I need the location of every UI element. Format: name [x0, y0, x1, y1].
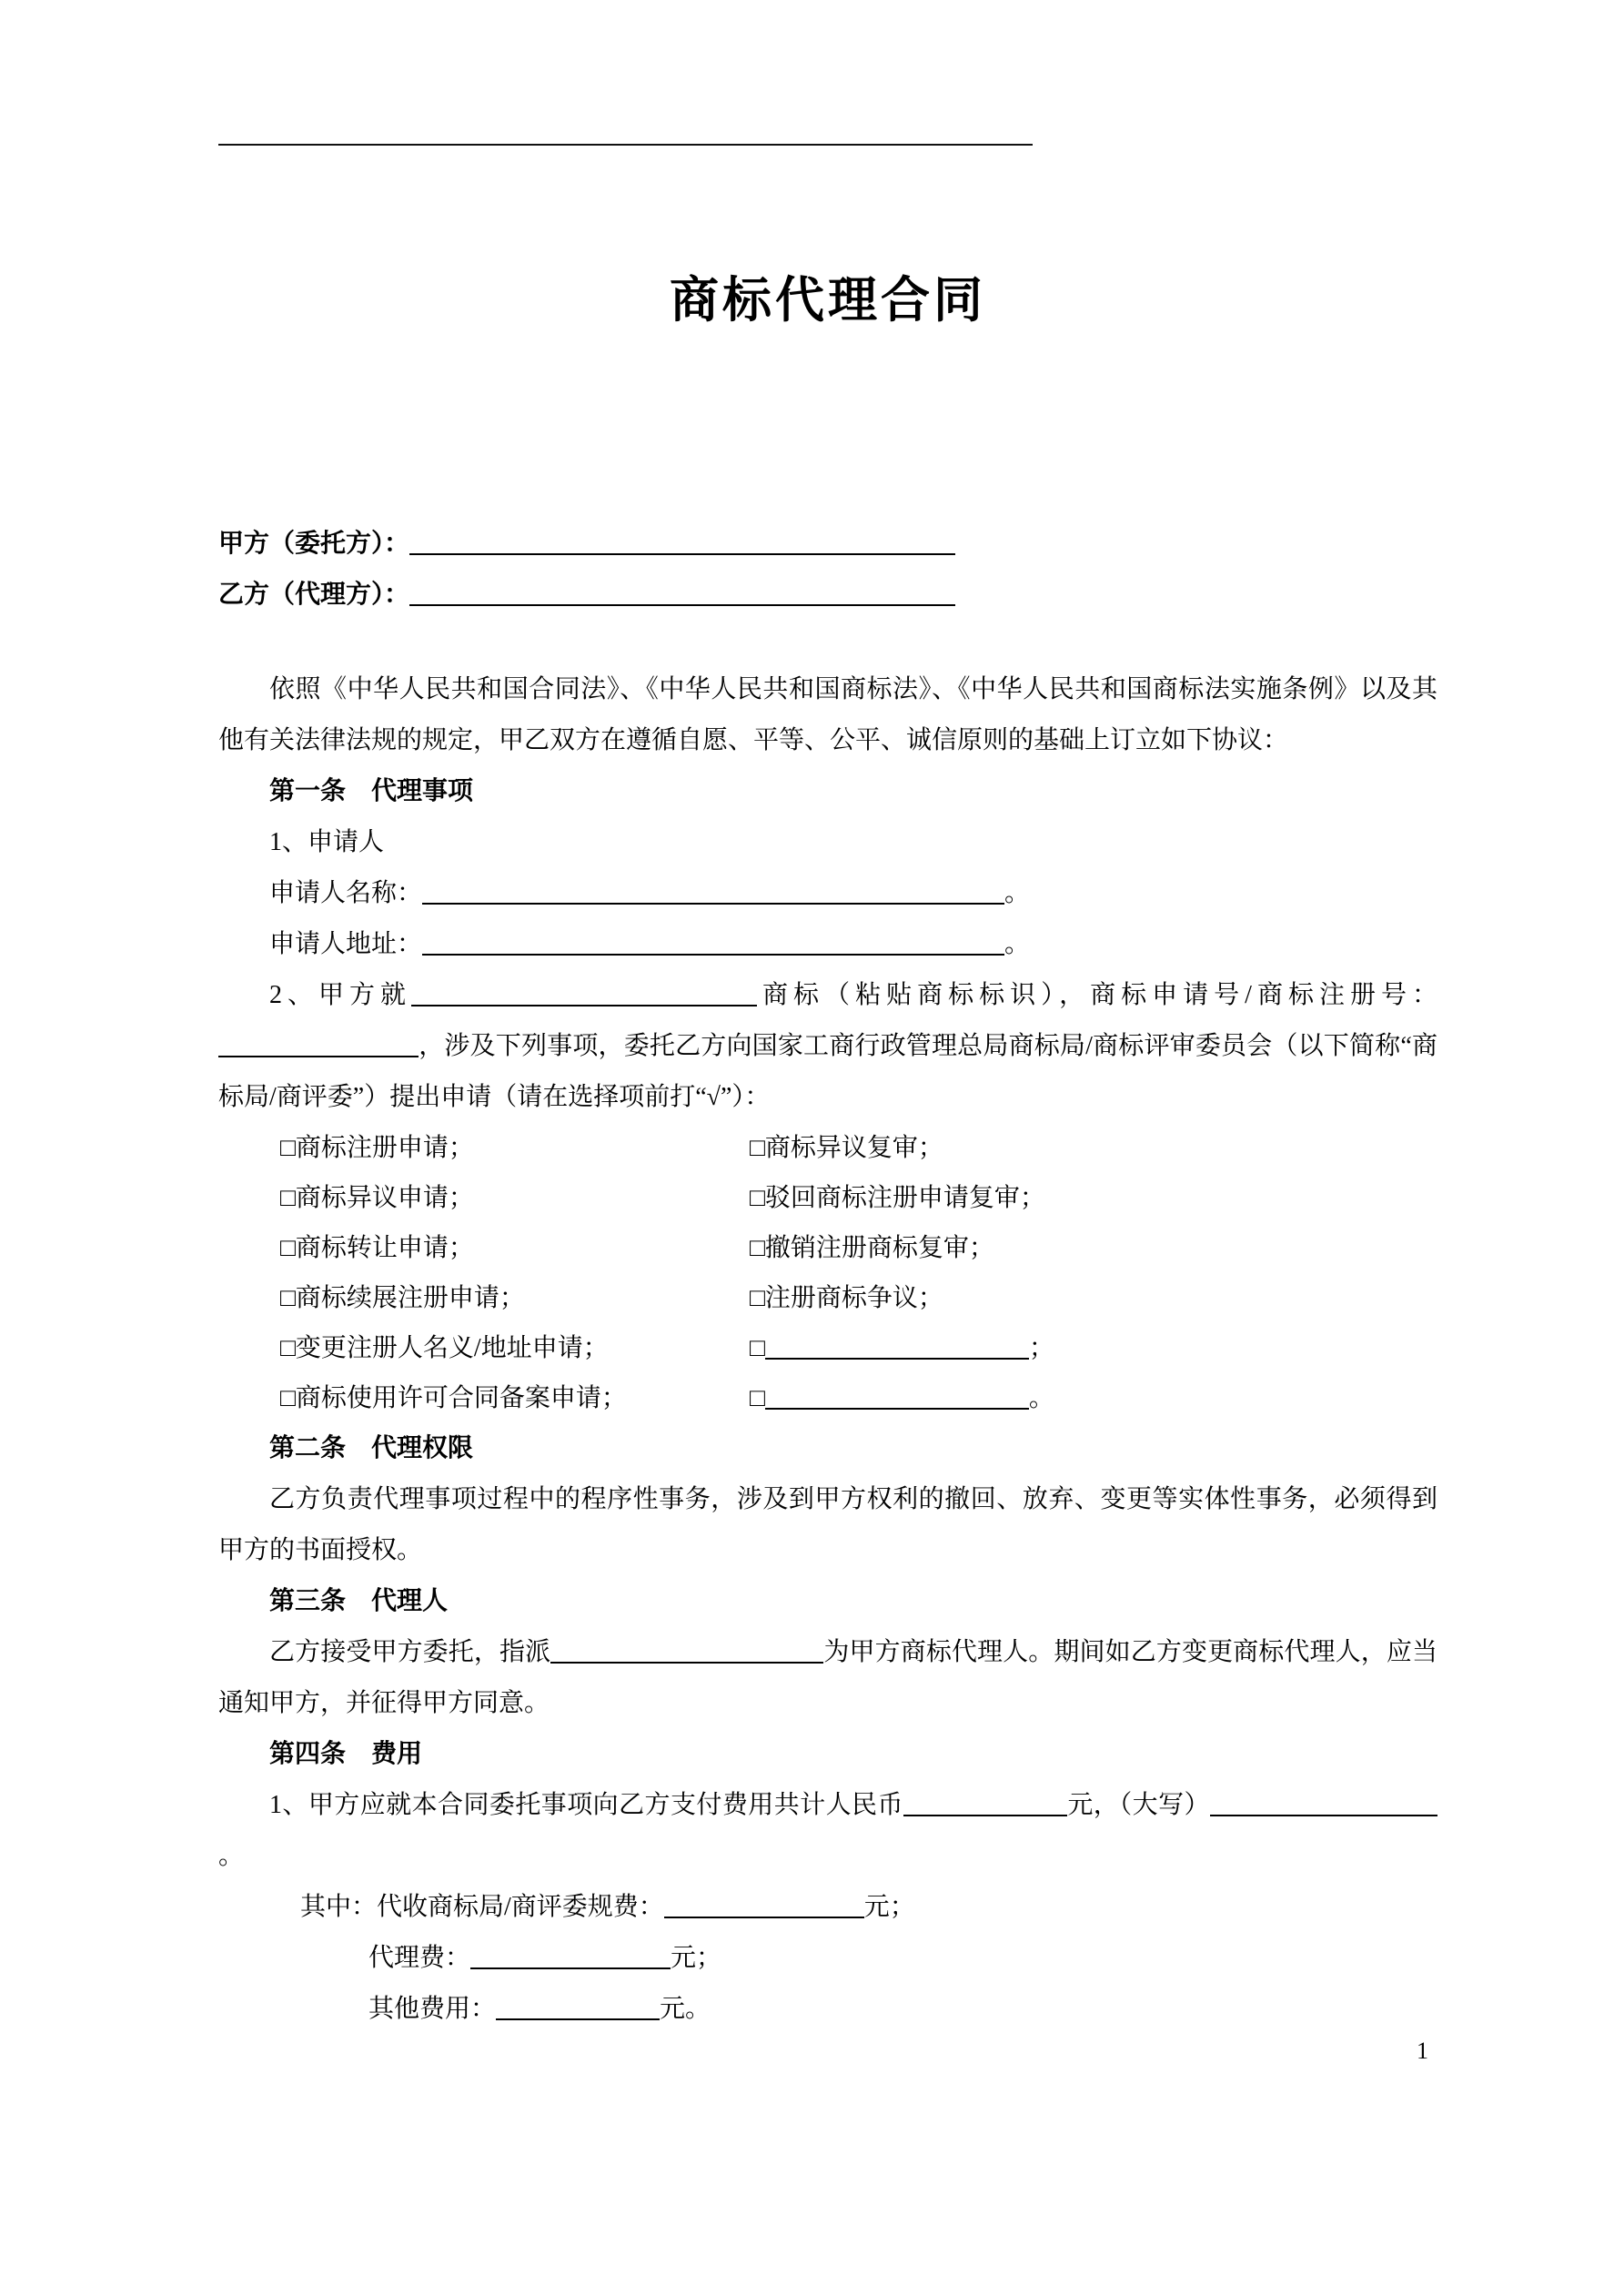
article-3-body [218, 1627, 1437, 1729]
trademark-name-blank-underline [411, 1003, 757, 1006]
checkbox-icon: □ [280, 1334, 296, 1362]
party-b-label: 乙方（代理方）： [218, 581, 410, 609]
party-b-blank-underline [409, 602, 955, 606]
option-label: 变更注册人名义/地址申请； [295, 1334, 609, 1362]
option-row [280, 1173, 1437, 1223]
option-cell [280, 1373, 750, 1423]
checkbox-icon: □ [280, 1234, 296, 1262]
fee-total-mid: 元，（大写） [1066, 1791, 1210, 1819]
option-label: 商标续展注册申请； [295, 1284, 525, 1312]
option-blank-underline [765, 1406, 1029, 1410]
option-cell [280, 1323, 750, 1373]
option-row [280, 1223, 1437, 1273]
option-row [280, 1273, 1437, 1323]
option-row [280, 1323, 1437, 1373]
option-cell [280, 1223, 750, 1273]
other-fee-blank-underline [496, 2017, 660, 2020]
option-cell [280, 1173, 750, 1223]
option-cell [280, 1123, 750, 1173]
page-number: 1 [1417, 2038, 1428, 2064]
agent-name-blank-underline [550, 1660, 823, 1664]
party-a-blank-underline [409, 551, 955, 555]
fee-total-blank-underline [903, 1813, 1067, 1816]
registration-number-blank-underline [218, 1054, 419, 1057]
fee-total-paragraph [218, 1780, 1437, 1882]
checkbox-icon: □ [280, 1134, 296, 1162]
applicant-name-label: 申请人名称： [269, 879, 423, 907]
applicant-name-row [218, 868, 1437, 919]
official-fee-row [218, 1882, 1437, 1933]
option-cell [750, 1173, 1437, 1223]
option-label: 撤销注册商标复审； [764, 1234, 994, 1262]
item2-suffix: ，涉及下列事项，委托乙方向国家工商行政管理总局商标局/商标评审委员会（以下简称“商标局/商评委”）提出申请（请在选择项前打“√”）： [218, 1032, 1437, 1111]
agency-fee-row [218, 1933, 1437, 1984]
option-blank-suffix: ； [1028, 1334, 1054, 1362]
article-1-heading: 第一条 代理事项 [269, 777, 474, 805]
applicant-name-period: 。 [1004, 879, 1031, 907]
article-4-heading: 第四条 费用 [269, 1740, 423, 1768]
article-2-heading: 第二条 代理权限 [269, 1434, 474, 1462]
option-cell [280, 1273, 750, 1323]
option-cell [750, 1223, 1437, 1273]
option-label: 商标使用许可合同备案申请； [295, 1384, 627, 1412]
checkbox-icon: □ [280, 1184, 296, 1212]
official-fee-blank-underline [664, 1915, 864, 1918]
option-label: 商标异议申请； [295, 1184, 474, 1212]
option-blank-suffix: 。 [1028, 1384, 1054, 1412]
option-row [280, 1373, 1437, 1423]
option-cell [750, 1323, 1437, 1373]
option-label: 商标异议复审； [764, 1134, 943, 1162]
item2-mid: 商标（粘贴商标标识），商标申请号/商标注册号： [757, 981, 1437, 1009]
option-label: 商标注册申请； [295, 1134, 474, 1162]
option-cell [750, 1373, 1437, 1423]
party-b-row [218, 570, 1437, 621]
applicant-address-period: 。 [1004, 930, 1031, 958]
item2-prefix: 2、甲方就 [269, 981, 412, 1009]
option-cell [750, 1273, 1437, 1323]
checkbox-icon: □ [280, 1384, 296, 1412]
parties-block [218, 519, 1437, 621]
checkbox-icon: □ [280, 1284, 296, 1312]
other-fee-row [218, 1984, 1437, 2035]
official-fee-suffix: 元； [863, 1893, 915, 1921]
applicant-address-blank-underline [422, 952, 1004, 956]
checkbox-icon: □ [750, 1284, 765, 1312]
checkbox-icon: □ [750, 1384, 765, 1412]
option-row [280, 1123, 1437, 1173]
other-fee-suffix: 元。 [660, 1995, 711, 2023]
agency-fee-suffix: 元； [671, 1944, 722, 1972]
other-fee-label: 其他费用： [368, 1995, 497, 2023]
option-label: 注册商标争议； [764, 1284, 943, 1312]
fee-total-period: 。 [218, 1842, 245, 1870]
options-list [218, 1123, 1437, 1423]
applicant-address-label: 申请人地址： [269, 930, 423, 958]
agent-suffix: 为甲方商标代理人。期间如乙方变更商标代理人，应当通知甲方，并征得甲方同意。 [218, 1638, 1437, 1717]
applicant-address-row [218, 919, 1437, 970]
official-fee-label: 其中：代收商标局/商评委规费： [300, 1893, 664, 1921]
checkbox-icon: □ [750, 1134, 765, 1162]
checkbox-icon: □ [750, 1234, 765, 1262]
party-a-label: 甲方（委托方）： [218, 530, 410, 558]
agent-prefix: 乙方接受甲方委托，指派 [269, 1638, 551, 1666]
option-label: 驳回商标注册申请复审； [764, 1184, 1045, 1212]
applicant-section-label: 1、申请人 [269, 828, 385, 856]
checkbox-icon: □ [750, 1184, 765, 1212]
checkbox-icon: □ [750, 1334, 765, 1362]
agency-fee-blank-underline [470, 1966, 671, 1969]
item2-paragraph [218, 970, 1437, 1123]
fee-total-prefix: 1、甲方应就本合同委托事项向乙方支付费用共计人民币 [269, 1791, 903, 1819]
intro-paragraph: 依照《中华人民共和国合同法》、《中华人民共和国商标法》、《中华人民共和国商标法实施条例》以及其他有关法律法规的规定，甲乙双方在遵循自愿、平等、公平、诚信原则的基础上订立如下协议： [218, 675, 1437, 754]
party-a-row [218, 519, 1437, 570]
applicant-name-blank-underline [422, 901, 1004, 905]
option-label: 商标转让申请； [295, 1234, 474, 1262]
fee-total-words-blank-underline [1210, 1813, 1437, 1816]
header-rule [218, 144, 1033, 146]
article-2-body: 乙方负责代理事项过程中的程序性事务，涉及到甲方权利的撤回、放弃、变更等实体性事务，必须得到甲方的书面授权。 [218, 1485, 1437, 1564]
agency-fee-label: 代理费： [368, 1944, 471, 1972]
page-title: 商标代理合同 [670, 273, 986, 328]
option-blank-underline [765, 1356, 1029, 1360]
article-3-heading: 第三条 代理人 [269, 1587, 449, 1615]
option-cell [750, 1123, 1437, 1173]
